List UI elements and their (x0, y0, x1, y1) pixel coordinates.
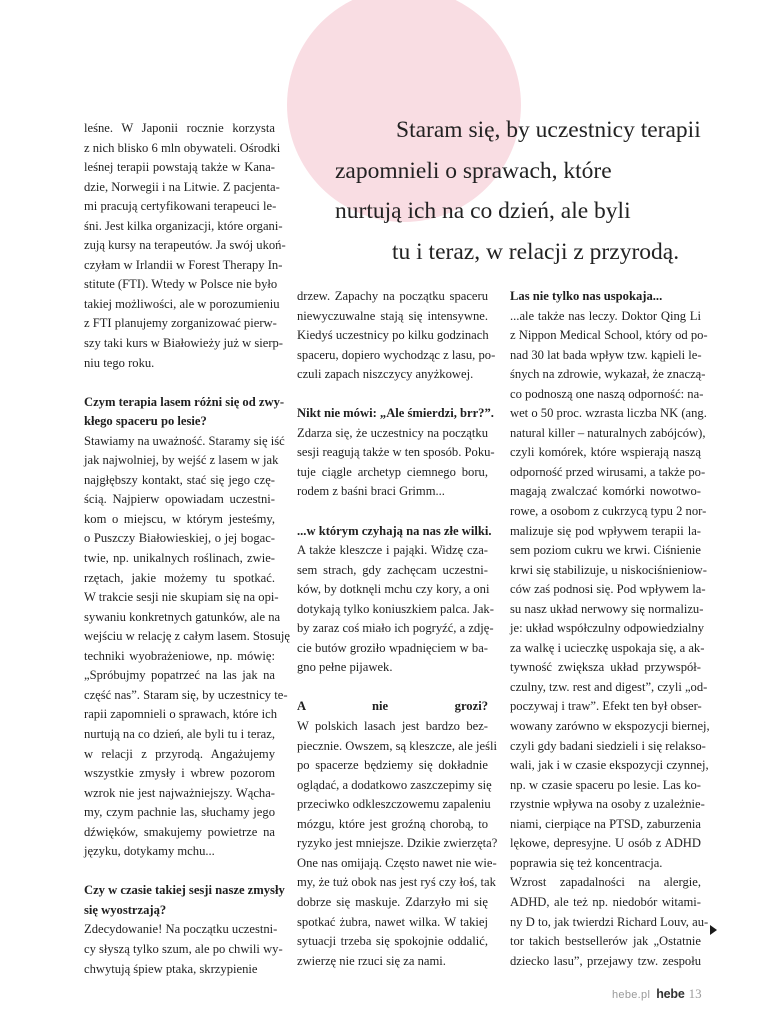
body-text-line: cy słyszą tylko szum, ale po chwili wy- (84, 941, 283, 956)
question-heading-line: się wyostrzają? (84, 902, 167, 917)
body-text-line: kom o miejscu, w którym jesteśmy, (84, 511, 275, 526)
body-text-line: ...ale także nas leczy. Doktor Qing Li (510, 308, 701, 323)
body-text-line: „Spróbujmy popatrzeć na las jak na (84, 668, 275, 683)
body-text-line: czyli gdy badani siedzieli i się relakso- (510, 738, 706, 753)
body-text-line: W polskich lasach jest bardzo bez- (297, 719, 488, 734)
body-text-line: takiej możliwości, ale w porozumieniu (84, 296, 280, 311)
article-column-2 (297, 287, 498, 971)
body-text-line: sem poziom cukru we krwi. Ciśnienie (510, 543, 701, 558)
paragraph-gap (84, 373, 275, 393)
body-text-line: z FTI planujemy zorganizować pierw- (84, 316, 277, 331)
body-text-line: spotkać żubra, nawet wilka. W takiej (297, 914, 488, 929)
body-text-line: dźwięków, smakujemy powietrze na (84, 824, 275, 839)
pull-quote-line: zapomnieli o sprawach, które (335, 157, 612, 184)
question-heading-line: Las nie tylko nas uspokaja... (510, 289, 663, 303)
paragraph-gap (84, 862, 275, 882)
body-text-line: leśnej terapii powstają także w Kana- (84, 160, 275, 175)
body-text-line: ków, by dotknęli mchu czy kory, a oni (297, 582, 490, 597)
body-text-line: rzętach, jakie możemy tu spotkać. (84, 570, 275, 585)
paragraph-gap (297, 385, 488, 405)
body-text-line: czyłam w Irlandii w Forest Therapy In- (84, 257, 283, 272)
body-text-line: co podnoszą one naszą odporność: na- (510, 386, 704, 401)
body-text-line: rapii zapomnieli o sprawach, które ich (84, 707, 278, 722)
footer-brand-logo: hebe (656, 987, 685, 1001)
pull-quote-line: nurtują ich na co dzień, ale byli (335, 198, 631, 224)
continue-arrow-icon (710, 925, 717, 935)
body-text-line: nad 30 lat bada wpływ tzw. kąpieli le- (510, 347, 702, 362)
body-text-line: A także kleszcze i pająki. Widzę cza- (297, 543, 488, 558)
body-text-line: dotykają tylko koniuszkiem palca. Jak- (297, 601, 494, 616)
body-text-line: poprawia się też koncentracja. (510, 855, 663, 870)
body-text-line: oglądać, a dodatkowo zaszczepimy się (297, 777, 492, 792)
body-text-line: dziecko lasu”, przejawy tzw. zespołu (510, 953, 701, 968)
body-text-line: sytuacji trzeba się spokojnie oddalić, (297, 934, 488, 949)
question-heading-line: Czy w czasie takiej sesji nasze zmysły (84, 883, 285, 898)
body-text-line: mi pracują certyfikowani terapeuci le- (84, 199, 277, 214)
body-text-line: dzie, Norwegii i na Litwie. Z pacjenta- (84, 179, 280, 194)
body-text-line: piecznie. Owszem, są kleszcze, ale jeśli (297, 738, 498, 753)
body-text-line: techniki wyobrażeniowe, np. mówię: (84, 648, 275, 663)
body-text-line: ryzyko jest mniejsze. Dzikie zwierzęta? (297, 836, 498, 851)
question-heading-line: A nie grozi? (297, 699, 488, 714)
body-text-line: za walkę i ucieczkę uspokaja się, a ak- (510, 640, 705, 655)
body-text-line: ścią. Najpierw opowiadam uczestni- (84, 492, 275, 507)
body-text-line: stitute (FTI). Wtedy w Polsce nie było (84, 277, 278, 292)
pull-quote (335, 110, 701, 272)
body-text-line: Wzrost zapadalności na alergie, (510, 875, 701, 890)
article-column-3 (510, 287, 710, 971)
body-text-line: dobrze się maskuje. Zdarzyło mi się (297, 894, 488, 909)
body-text-line: odporność przed wirusami, a także po- (510, 464, 706, 479)
body-text-line: tuje ciągle archetyp ciemnego boru, (297, 464, 488, 479)
body-text-line: sywaniu konkretnych gatunków, ale na (84, 609, 281, 624)
body-text-line: sem strach, gdy zachęcam uczestni- (297, 562, 488, 577)
body-text-line: czuli zapach niszczycy anyżkowej. (297, 367, 474, 382)
body-text-line: gno pełne pijawek. (297, 660, 393, 675)
body-text-line: ców zaś podnosi się. Pod wpływem la- (510, 582, 706, 597)
footer-site-url: hebe.pl (612, 989, 651, 1001)
body-text-line: część nas”. Staram się, by uczestnicy te- (84, 687, 288, 702)
question-heading-line: ...w którym czyhają na nas złe wilki. (297, 523, 492, 538)
body-text-line: po spacerze będziemy się dokładnie (297, 758, 488, 773)
body-text-line: ny D to, jak twierdzi Richard Louv, au- (510, 914, 709, 929)
body-text-line: tywność zwiększa układ przywspół- (510, 660, 701, 675)
body-text-line: cie butów groziło wpadnięciem w ba- (297, 640, 488, 655)
question-heading-line: Czym terapia lasem różni się od zwy- (84, 394, 285, 409)
body-text-line: su nasz układ nerwowy się normalizu- (510, 601, 704, 616)
question-heading-line: kłego spaceru po lesie? (84, 414, 207, 429)
body-text-line: twie, np. unikalnych roślinach, zwie- (84, 551, 275, 566)
body-text-line: nurtują na co dzień, ale byli tu i teraz, (84, 726, 275, 741)
body-text-line: Stawiamy na uważność. Staramy się iść (84, 433, 285, 448)
body-text-line: wzrok nie jest najważniejszy. Wącha- (84, 785, 275, 800)
body-text-line: Kiedyś uczestnicy po kilku godzinach (297, 328, 489, 343)
page-number: 13 (688, 986, 702, 1001)
body-text-line: leśne. W Japonii rocznie korzysta (84, 121, 275, 135)
body-text-line: wali, jak i w czasie ekspozycji czynnej, (510, 758, 709, 773)
body-text-line: śnych na zdrowie, wykazał, że znaczą- (510, 367, 706, 382)
body-text-line: W trakcie sesji nie skupiam się na opi- (84, 590, 279, 605)
paragraph-gap (297, 678, 488, 698)
body-text-line: One nas omijają. Często nawet nie wie- (297, 855, 497, 870)
body-text-line: je: układ współczulny odpowiedzialny (510, 621, 705, 636)
body-text-line: przeciwko odkleszczowemu zapaleniu (297, 797, 491, 812)
body-text-line: by zaraz coś miało ich pogryźć, a zdję- (297, 621, 494, 636)
body-text-line: mózgu, które jest groźną chorobą, to (297, 816, 488, 831)
body-text-line: my, czym pachnie las, słuchamy jego (84, 805, 275, 820)
question-heading-line: Nikt nie mówi: „Ale śmierdzi, brr?”. (297, 406, 494, 421)
body-text-line: magają zwalczać komórki nowotwo- (510, 484, 701, 499)
body-text-line: wowany zarówno w ekspozycji biernej, (510, 719, 710, 734)
body-text-line: z Nippon Medical School, który od po- (510, 328, 708, 343)
body-text-line: czyli komórek, które wspierają naszą (510, 445, 701, 460)
body-text-line: Zdecydowanie! Na początku uczestni- (84, 922, 278, 937)
body-text-line: śni. Jest kilka organizacji, które organi- (84, 218, 283, 233)
body-text-line: niewyczuwalne stają się intensywne. (297, 308, 488, 323)
pull-quote-line: tu i teraz, w relacji z przyrodą. (392, 238, 680, 265)
body-text-line: krwi się stabilizuje, u niskociśnieniow- (510, 562, 707, 577)
body-text-line: szy taki kurs w Białowieży już w sierp- (84, 336, 284, 351)
body-text-line: najgłębszy kontakt, stać się jego czę- (84, 472, 275, 487)
body-text-line: my, że tuż obok nas jest ryś czy łoś, tak (297, 875, 496, 890)
body-text-line: czulny, tzw. rest and digest”, czyli „od- (510, 679, 708, 694)
body-text-line: chwytują śpiew ptaka, skrzypienie (84, 961, 258, 976)
body-text-line: rowe, a osobom z cukrzycą typu 2 nor- (510, 504, 707, 519)
body-text-line: rodem z baśni braci Grimm... (297, 484, 445, 499)
body-text-line: drzew. Zapachy na początku spaceru (297, 289, 488, 303)
page-footer (612, 985, 702, 1003)
body-text-line: lękowe, depresyjne. U osób z ADHD (510, 836, 701, 851)
body-text-line: rzystnie wpływa na osoby z uzależnie- (510, 797, 705, 812)
body-text-line: Zdarza się, że uczestnicy na początku (297, 425, 488, 440)
body-text-line: natural killer – naturalnych zabójców), (510, 425, 706, 440)
body-text-line: np. w czasie spaceru po lesie. Las ko- (510, 777, 701, 792)
body-text-line: języku, dotykamy mchu... (84, 844, 215, 859)
body-text-line: wszystkie zmysły i wbrew pozorom (84, 766, 275, 781)
body-text-line: o Puszczy Białowieskiej, o jej bogac- (84, 531, 275, 546)
body-text-line: zwierzę nie rzuci się za nami. (297, 953, 446, 968)
body-text-line: niami, cierpiące na PTSD, zaburzenia (510, 816, 701, 831)
body-text-line: niu tego roku. (84, 355, 155, 370)
body-text-line: malizuje się pod wpływem terapii la- (510, 523, 701, 538)
body-text-line: z nich blisko 6 mln obywateli. Ośrodki (84, 140, 281, 155)
article-column-1 (84, 119, 290, 979)
body-text-line: zują kursy na terapeutów. Ja swój ukoń- (84, 238, 286, 253)
body-text-line: ADHD, ale też np. niedobór witami- (510, 894, 701, 909)
body-text-line: jak najwolniej, by wejść z lasem w jak (84, 453, 279, 468)
body-text-line: wejściu w relację z całym lasem. Stosuję (84, 629, 290, 644)
body-text-line: spaceru, dopiero wychodząc z lasu, po- (297, 347, 496, 362)
body-text-line: tor takich bestsellerów jak „Ostatnie (510, 934, 701, 949)
pull-quote-line: Staram się, by uczestnicy terapii (396, 117, 701, 143)
body-text-line: wet o 50 proc. wzrasta liczba NK (ang. (510, 406, 707, 421)
paragraph-gap (297, 502, 488, 522)
body-text-line: w relacji z przyrodą. Angażujemy (84, 746, 275, 761)
body-text-line: poczywaj i traw”. Efekt ten był obser- (510, 699, 702, 714)
body-text-line: sesji reagują także w ten sposób. Poku- (297, 445, 495, 460)
